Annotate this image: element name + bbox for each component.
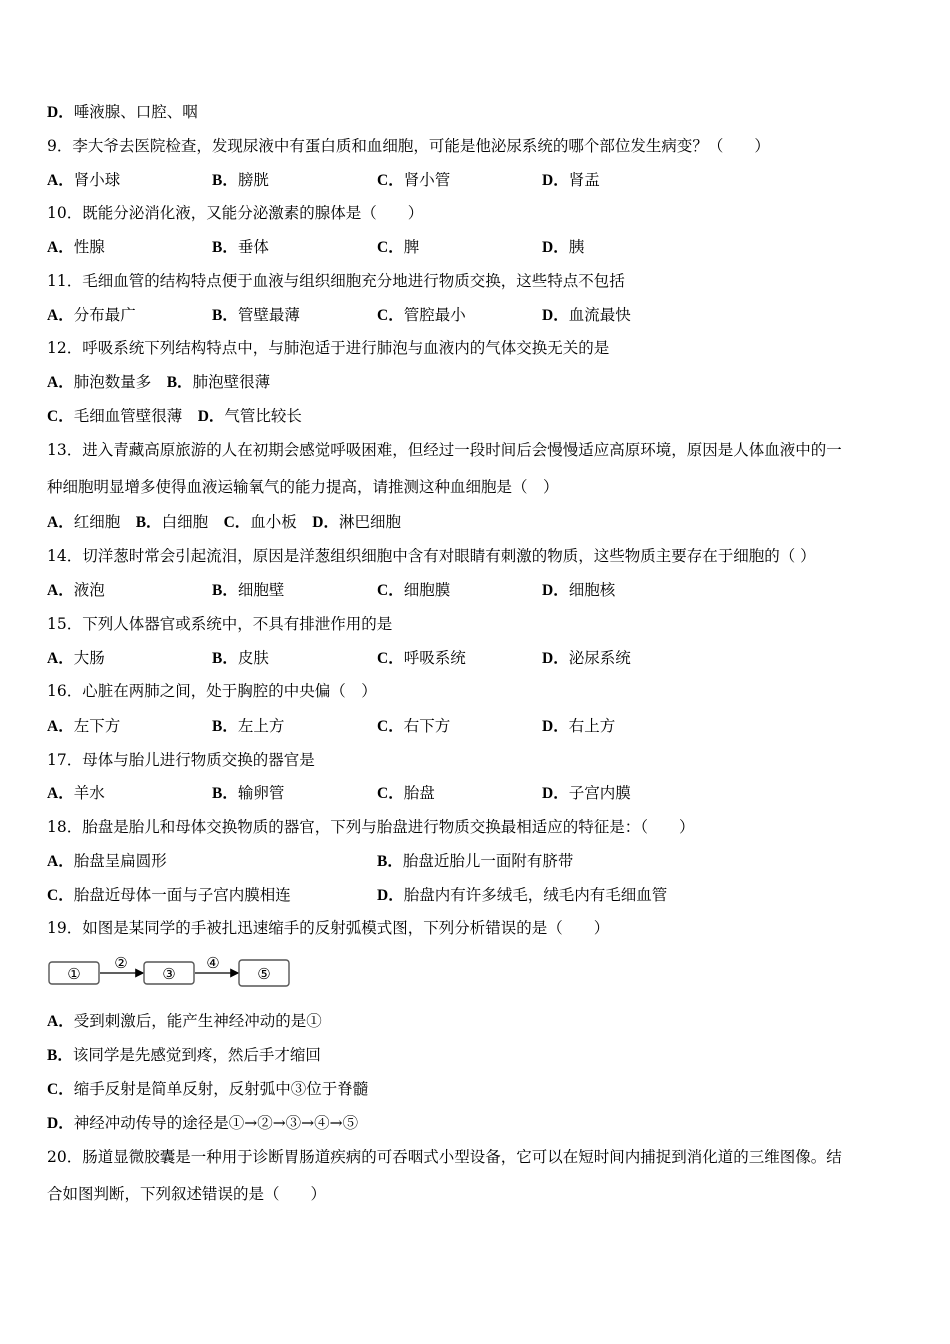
reflex-arc-diagram [47, 955, 297, 991]
q19-option-a: A．受到刺激后，能产生神经冲动的是① [47, 1012, 322, 1030]
q14-option-c: C．细胞膜 [377, 581, 451, 599]
q13-options: A．红细胞 B．白细胞 C．血小板 D．淋巴细胞 [47, 513, 402, 531]
q17-option-c: C．胎盘 [377, 784, 435, 802]
question-14: 14．切洋葱时常会引起流泪，原因是洋葱组织细胞中含有对眼睛有刺激的物质，这些物质主要存在于细胞的（ ） [47, 547, 816, 565]
q10-option-b: B．垂体 [212, 238, 269, 256]
q10-option-c: C．脾 [377, 238, 420, 256]
q19-option-b: B．该同学是先感觉到疼，然后手才缩回 [47, 1046, 321, 1064]
q15-option-c: C．呼吸系统 [377, 649, 466, 667]
question-20-line1: 20．肠道显微胶囊是一种用于诊断胃肠道疾病的可吞咽式小型设备，它可以在短时间内捕捉到消化道的三维图像。结 [47, 1148, 842, 1166]
q9-option-d: D．肾盂 [542, 171, 600, 189]
q18-option-d: D．胎盘内有许多绒毛，绒毛内有毛细血管 [377, 886, 668, 904]
question-11: 11．毛细血管的结构特点便于血液与组织细胞充分地进行物质交换，这些特点不包括 [47, 272, 625, 290]
question-15: 15．下列人体器官或系统中，不具有排泄作用的是 [47, 615, 393, 633]
question-19: 19．如图是某同学的手被扎迅速缩手的反射弧模式图，下列分析错误的是（ ） [47, 919, 610, 937]
q18-option-c: C．胎盘近母体一面与子宫内膜相连 [47, 886, 291, 904]
q14-option-a: A．液泡 [47, 581, 105, 599]
question-9: 9．李大爷去医院检查，发现尿液中有蛋白质和血细胞，可能是他泌尿系统的哪个部位发生病变？（ ） [47, 137, 770, 155]
q11-option-a: A．分布最广 [47, 306, 136, 324]
q9-option-b: B．膀胱 [212, 171, 269, 189]
q14-option-d: D．细胞核 [542, 581, 616, 599]
q17-option-a: A．羊水 [47, 784, 105, 802]
q11-option-c: C．管腔最小 [377, 306, 466, 324]
question-13-line2: 种细胞明显增多使得血液运输氧气的能力提高，请推测这种血细胞是（ ） [47, 478, 559, 496]
question-16: 16．心脏在两肺之间，处于胸腔的中央偏（ ） [47, 682, 377, 700]
q17-option-b: B．输卵管 [212, 784, 285, 802]
q15-option-b: B．皮肤 [212, 649, 269, 667]
q14-option-b: B．细胞壁 [212, 581, 285, 599]
q19-option-c: C．缩手反射是简单反射，反射弧中③位于脊髓 [47, 1080, 369, 1098]
q11-option-d: D．血流最快 [542, 306, 631, 324]
q12-options-cd: C．毛细血管壁很薄 D．气管比较长 [47, 407, 302, 425]
q16-option-a: A．左下方 [47, 717, 121, 735]
q16-option-d: D．右上方 [542, 717, 616, 735]
q15-option-a: A．大肠 [47, 649, 105, 667]
question-12: 12．呼吸系统下列结构特点中，与肺泡适于进行肺泡与血液内的气体交换无关的是 [47, 339, 610, 357]
question-20-line2: 合如图判断，下列叙述错误的是（ ） [47, 1185, 327, 1203]
q9-option-c: C．肾小管 [377, 171, 451, 189]
q18-option-a: A．胎盘呈扁圆形 [47, 852, 167, 870]
q16-option-c: C．右下方 [377, 717, 451, 735]
q17-option-d: D．子宫内膜 [542, 784, 631, 802]
q9-option-a: A．肾小球 [47, 171, 121, 189]
prev-question-option-d: D．唾液腺、口腔、咽 [47, 103, 198, 121]
q15-option-d: D．泌尿系统 [542, 649, 631, 667]
question-18: 18．胎盘是胎儿和母体交换物质的器官，下列与胎盘进行物质交换最相适应的特征是：（ ） [47, 818, 695, 836]
question-10: 10．既能分泌消化液，又能分泌激素的腺体是（ ） [47, 204, 424, 222]
question-13-line1: 13．进入青藏高原旅游的人在初期会感觉呼吸困难，但经过一段时间后会慢慢适应高原环境，原因是人体血液中的一 [47, 441, 842, 459]
q11-option-b: B．管壁最薄 [212, 306, 300, 324]
arrow-2-label: ④ [206, 955, 220, 972]
q16-option-b: B．左上方 [212, 717, 285, 735]
question-17: 17．母体与胎儿进行物质交换的器官是 [47, 751, 315, 769]
q10-option-d: D．胰 [542, 238, 585, 256]
box-5-label: ⑤ [257, 965, 271, 983]
arrow-1-label: ② [114, 955, 128, 972]
box-1-label: ① [67, 965, 81, 983]
box-3-label: ③ [162, 965, 176, 983]
q19-option-d: D．神经冲动传导的途径是①→②→③→④→⑤ [47, 1114, 359, 1132]
q18-option-b: B．胎盘近胎儿一面附有脐带 [377, 852, 574, 870]
q10-option-a: A．性腺 [47, 238, 105, 256]
q12-options-ab: A．肺泡数量多 B．肺泡壁很薄 [47, 373, 271, 391]
